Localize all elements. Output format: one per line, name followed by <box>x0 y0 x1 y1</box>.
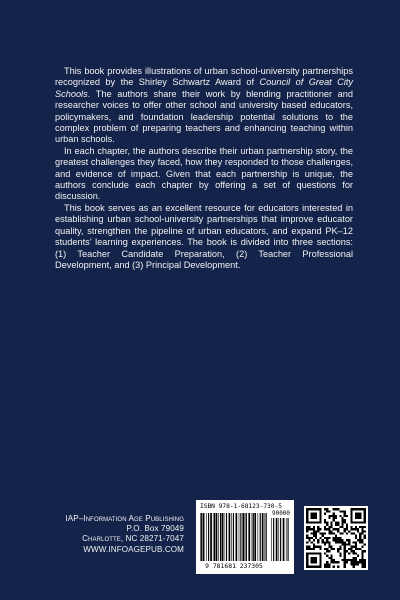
publisher-name: IAP–Information Age Publishing <box>65 514 184 523</box>
publisher-po-box: P.O. Box 79049 <box>126 524 184 534</box>
isbn-label: ISBN 978-1-68123-730-5 <box>200 503 282 510</box>
barcode-digits: 9 781681 237305 <box>205 562 263 570</box>
publisher-info <box>34 514 184 555</box>
blurb-paragraph-3: This book serves as an excellent resource for educators interested in establishing urban school-university partnerships that improve educator quality, strengthen the pipeline of urban educators, and expand PK–12 students’ learning experiences. The book is divided into three sections: (1) Teacher Candidate Preparation, (2) Teacher Professional Development, and (3) Principal Development. <box>55 202 353 270</box>
price-code: 90000 <box>271 510 291 517</box>
blurb-paragraph-1 <box>55 66 353 146</box>
blurb-paragraph-2: In each chapter, the authors describe their urban partnership story, the greatest challenges they faced, how they responded to those challenges, and evidence of impact. Given that each partnership is unique, the authors conclude each chapter by offering a set of questions for discussion. <box>55 145 353 202</box>
barcode-icon <box>200 513 268 561</box>
isbn-barcode <box>196 500 294 574</box>
publisher-city: Charlotte, NC 28271-7047 <box>82 534 184 544</box>
qr-code-icon <box>304 506 368 570</box>
price-barcode-icon <box>271 518 291 561</box>
council-title: Council of Great City Schools <box>55 77 354 99</box>
blurb-p1-text-end: . The authors share their work by blending practitioner and researcher voices to offer other school and university based educators, policymakers, and foundation leadership potential solutions to the complex problem of preparing teachers and enhancing teaching within urban schools. <box>55 88 353 145</box>
back-cover-blurb <box>55 66 353 271</box>
publisher-url: WWW.INFOAGEPUB.COM <box>83 544 184 554</box>
blurb-p1-text: This book provides illustrations of urban school-university partnerships recognized by the Shirley Schwartz Award of <box>55 66 353 88</box>
